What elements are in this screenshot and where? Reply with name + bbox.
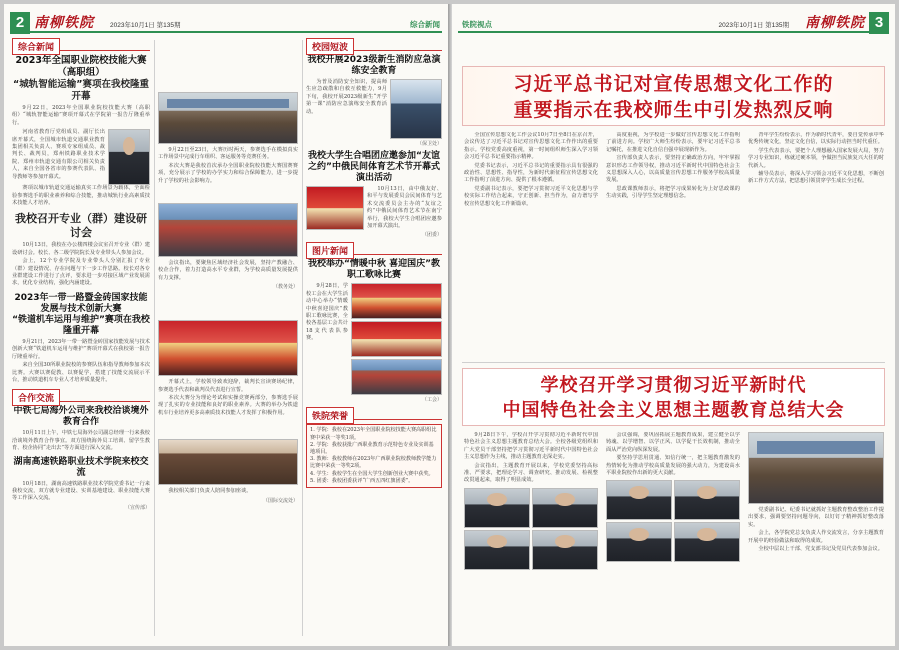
honor-item: 2. 学院：我校获批广西职业教育示范特色专业及实训基地项目。 bbox=[310, 441, 434, 456]
article-text: 赛项以城市轨道交通运输真实工作场景为载体，全面检验参赛选手的职业素养和综合技能，推动城轨行业高素质技术技能人才培养。 bbox=[12, 185, 150, 207]
photo-speaker bbox=[464, 488, 530, 528]
article-text: 会议强调，要巩固拓展主题教育成果，建立健全以学铸魂、以学增智、以学正风、以学促干长效机制，推动全面从严治党向纵深发展。 bbox=[606, 432, 740, 453]
article-text: 会议指出，要聚焦区域经济社会发展，坚持产教融合、校企合作，着力打造高水平专业群，为学校高质量发展提供有力支撑。 bbox=[158, 260, 298, 281]
photo-opening-ceremony bbox=[158, 92, 298, 144]
photo-cooperation-meeting bbox=[158, 439, 298, 485]
article-text: 河南省教育厅党组成员、副厅长出席开幕式，全国城市轨道交通职业教育集团相关负责人、赛项专家组成员、裁判长、裁判员，郑州铁路职业技术学院、郑州市轨道交通有限公司相关负责人，来自全国各省市的参赛代表队、指导教师等参加开幕式。 bbox=[12, 129, 105, 180]
article-text: 我校相关部门负责人陪同参加座谈。 bbox=[168, 488, 252, 495]
article-text: 青年学生纷纷表示，作为新时代青年，要自觉传承中华优秀传统文化，坚定文化自信，以实际行动担当时代重任。 bbox=[748, 132, 884, 146]
photo-singing-contest bbox=[351, 321, 442, 357]
column-divider bbox=[302, 40, 303, 636]
section-tag-news: 综合新闻 bbox=[12, 38, 60, 55]
honor-item: 4. 学生：我校学生在全国大学生创新创业大赛中获奖。 bbox=[310, 470, 434, 477]
article-text: 学生代表表示，要把个人理想融入国家发展大局，努力学习专业知识，练就过硬本领，争做担当民族复兴大任的时代新人。 bbox=[748, 147, 884, 169]
article-title: 我校举办“情暖中秋 喜迎国庆”教职工歌咏比赛 bbox=[308, 259, 440, 281]
article-text: 开幕式上，学校领导致欢迎辞，裁判长宣读赛场纪律，参赛选手代表和裁判员代表进行宣誓。 bbox=[158, 379, 298, 393]
photo-speaker bbox=[606, 522, 672, 562]
article-text: 党委副书记、纪委书记就抓好主题教育整改整治工作提出要求，强调要坚持问题导向，以钉钉子精神抓好整改落实。 bbox=[748, 507, 884, 528]
headline-banner-2 bbox=[462, 368, 885, 426]
byline: （宣传部） bbox=[124, 504, 150, 511]
left-page-logo: 南柳铁院 bbox=[34, 15, 94, 31]
article-text: 10月18日，湖南高速铁路职业技术学院党委书记一行来我校交流，双方就专业建设、实训基地建设、职业技能大赛等工作深入交流。 bbox=[12, 480, 150, 502]
section-tag-honors: 铁院荣誉 bbox=[306, 407, 354, 424]
photo-summary-meeting bbox=[748, 432, 884, 504]
photo-choir bbox=[306, 186, 364, 230]
article-text: 党委书记表示，习近平总书记的重要指示具有很强的政治性、思想性、指导性，为新时代新征程宣传思想文化工作指明了前进方向、提供了根本遵循。 bbox=[464, 162, 598, 184]
article-text: 会上，各学院党总支负责人作交流发言，分享主题教育开展中的经验做法和取得的成效。 bbox=[748, 530, 884, 544]
article-text: 全国宣传思想文化工作会议10月7日至8日在京召开，会议传达了习近平总书记对宣传思想文化工作作出的重要指示。学校党委高度重视，第一时间组织师生深入学习领会习近平总书记重要指示精神。 bbox=[464, 132, 598, 161]
article1-col-2 bbox=[606, 132, 740, 362]
article-title: 我校召开专业（群）建设研讨会 bbox=[15, 212, 147, 240]
left-page-date: 2023年10月1日 第135期 bbox=[110, 22, 181, 29]
byline: （保卫处） bbox=[416, 141, 442, 147]
headline-banner-1 bbox=[462, 66, 885, 126]
article-text: 9月22日至23日，大赛历时两天，参赛选手在模拟真实工作场景中完成行车组织、客运服务等竞赛任务。 bbox=[158, 147, 298, 161]
left-page-section: 综合新闻 bbox=[410, 20, 440, 29]
article-text: 10月13日，我校在办公楼四楼会议室召开专业（群）建设研讨会。校长、各二级学院院长及专业带头人参加会议。 bbox=[12, 242, 150, 256]
byline: （教务处） bbox=[272, 284, 298, 291]
article-text: 10月11日上午，中铁七局海外公司副总经理一行来我校洽谈境外教育合作事宜。双方围绕海外员工培训、留学生教育、校企协同“走出去”等方面进行深入交流。 bbox=[12, 430, 150, 452]
right-page-header bbox=[458, 12, 889, 34]
honor-item: 1. 学院：我校在2023年全国职业院校技能大赛高职组比赛中荣获一等奖1项。 bbox=[310, 427, 437, 441]
article-text: 10月13日，由中俄友好、和平与发展委员会民间体育与艺术交流委员会主办的“友谊之约”中俄民间体育艺术节在南宁举行，我校大学生合唱团应邀参加开幕式演出。 bbox=[367, 186, 442, 230]
section-bar bbox=[306, 38, 442, 51]
article-title: “铁道机车运用与维护”赛项在我校隆重开幕 bbox=[12, 314, 150, 336]
article-text: 9月21日，2023年一带一路暨金砖国家技能发展与技术创新大赛“铁道机车运用与维护”赛项开幕式在我校第一报告厅隆重举行。 bbox=[12, 338, 150, 360]
right-page-logo: 南柳铁院 bbox=[805, 15, 865, 31]
article2-col-1 bbox=[464, 432, 598, 642]
right-page-section: 铁院视点 bbox=[462, 20, 492, 29]
photo-competition bbox=[158, 320, 298, 376]
article-text: 9月28日，学校工会在大学生活动中心举办“情暖中秋喜迎国庆”教职工歌咏比赛，全校各基层工会共计18支代表队参赛。 bbox=[306, 283, 348, 342]
column-divider bbox=[154, 40, 155, 636]
photo-fire-drill bbox=[390, 79, 442, 139]
byline: （团委） bbox=[421, 232, 442, 239]
headline-line: 重要指示在我校师生中引发热烈反响 bbox=[513, 99, 834, 121]
left-page-header bbox=[10, 12, 442, 34]
article-text: 宣传部负责人表示，要坚持正确政治方向，牢牢掌握意识形态工作领导权，推动习近平新时代中国特色社会主义思想深入人心，以高质量宣传思想工作服务学校高质量发展。 bbox=[606, 155, 740, 184]
photo-speaker bbox=[532, 530, 598, 570]
left-header-rule bbox=[10, 31, 442, 33]
headline-line: 中国特色社会主义思想主题教育总结大会 bbox=[502, 400, 845, 421]
article-text: 为普及消防安全知识，提高师生应急疏散和自救互救能力，9月下旬，我校开展2023级新生“开学第一课”消防应急演练安全教育活动。 bbox=[306, 79, 387, 115]
article-text: 9月22日，2023年全国职业院校技能大赛（高职组）“城轨智能运输”赛项开幕式在学院第一报告厅隆重举行。 bbox=[12, 105, 150, 126]
section-tag-campus-brief: 校园短波 bbox=[306, 38, 354, 55]
byline: （国际交流处） bbox=[262, 497, 298, 504]
photo-speaker bbox=[532, 488, 598, 528]
left-page-number: 2 bbox=[10, 12, 30, 34]
article-text: 思政课教师表示，将把学习成果转化为上好思政课的生动实践，引导学生坚定理想信念。 bbox=[606, 185, 740, 200]
right-page-date: 2023年10月1日 第135期 bbox=[718, 22, 789, 29]
photo-singing-contest bbox=[351, 359, 442, 395]
section-bar bbox=[12, 38, 150, 51]
article-text: 会上，12个专业学院及专业带头人分别汇报了专业（群）建设情况、存在问题与下一步工作思路。校长对各专业群建设工作进行了点评，要求进一步对接区域产业发展需求，优化专业结构，强化内涵建设。 bbox=[12, 258, 150, 287]
article-divider bbox=[462, 362, 885, 363]
right-page-number: 3 bbox=[869, 12, 889, 34]
article-text: 本次大赛分为理论考试和实操竞赛两部分，参赛选手展现了扎实的专业技能和良好的职业素养。大赛的举办为铁道机车行业培养更多高素质技术技能人才发挥了积极作用。 bbox=[158, 395, 298, 416]
article-text: 来自全国30所职业院校的参赛队伍和指导教师参加本次比赛。大赛以赛促教、以赛促学，搭建了技能交流展示平台，推动铁道机车专业人才培养质量提升。 bbox=[12, 362, 150, 383]
section-bar bbox=[12, 389, 150, 405]
article-text: 全校中层以上干部、党支部书记及党员代表参加会议。 bbox=[758, 546, 883, 553]
article-text: 会议指出，主题教育开展以来，学校党委坚持高标准、严要求，把理论学习、调查研究、推动发展、检视整改贯通起来，取得了明显成效。 bbox=[464, 462, 598, 484]
article-text: 要坚持学思用贯通、知信行统一，把主题教育激发的热情转化为推动学校高质量发展的强大动力，为建设高水平职业院校作出新的更大贡献。 bbox=[606, 455, 740, 477]
honor-item: 3. 教师：我校教师在2023年广西职业院校教师教学能力比赛中荣获一等奖2项。 bbox=[310, 456, 437, 470]
article-title: 中铁七局海外公司来我校洽谈境外教育合作 bbox=[13, 406, 149, 428]
article-text: 辅导员表示，将深入学习领会习近平文化思想，不断创新工作方式方法，把思想引领贯穿学生成长全过程。 bbox=[748, 171, 884, 185]
photo-seminar bbox=[158, 203, 298, 257]
right-header-rule bbox=[458, 31, 889, 33]
left-col-3 bbox=[306, 38, 442, 640]
photo-singing-contest bbox=[351, 283, 442, 319]
section-tag-photo-news: 图片新闻 bbox=[306, 242, 354, 259]
photo-speaker bbox=[674, 480, 740, 520]
article-title: 2023年全国职业院校技能大赛（高职组） bbox=[15, 55, 147, 78]
article1-col-1 bbox=[464, 132, 598, 362]
article2-col-3 bbox=[748, 432, 884, 642]
section-bar bbox=[306, 407, 442, 423]
headline-line: 习近平总书记对宣传思想文化工作的 bbox=[513, 73, 834, 95]
article-text: 高度重视，为学校进一步做好宣传思想文化工作指明了前进方向。学校广大师生纷纷表示，要牢记习近平总书记嘱托，在推进文化自信自强中展现新作为。 bbox=[606, 132, 740, 153]
left-col-1 bbox=[12, 38, 150, 640]
photo-speaker bbox=[464, 530, 530, 570]
byline: （工会） bbox=[421, 397, 442, 404]
headline-line: 学校召开学习贯彻习近平新时代 bbox=[540, 375, 807, 396]
section-bar bbox=[306, 242, 442, 258]
photo-speaker bbox=[674, 522, 740, 562]
left-col-2 bbox=[158, 52, 298, 640]
photo-speaker bbox=[606, 480, 672, 520]
article2-col-2 bbox=[606, 432, 740, 642]
article-text: 9月28日下午，学校召开学习贯彻习近平新时代中国特色社会主义思想主题教育总结大会。全校各级党组织和广大党员干部坚持把学习贯彻习近平新时代中国特色社会主义思想作为主线，推动主题教育走深走实。 bbox=[464, 432, 598, 461]
article-title: “城轨智能运输”赛项在我校隆重开幕 bbox=[13, 79, 149, 102]
article-title: 我校大学生合唱团应邀参加“友谊之约”中俄民间体育艺术节开幕式演出活动 bbox=[308, 151, 440, 183]
honor-item: 5. 团委：我校团委获评“广西五四红旗团委”。 bbox=[310, 477, 414, 484]
article-text: 党委副书记表示，要把学习贯彻习近平文化思想与学校实际工作结合起来，守正创新、担当作为，奋力谱写学校宣传思想文化工作新篇章。 bbox=[464, 185, 598, 207]
photo-speaker bbox=[108, 129, 150, 185]
article-text: 本次大赛是我校首次承办全国职业院校技能大赛国赛赛项，充分展示了学校的办学实力和综合保障能力，进一步提升了学校的社会影响力。 bbox=[158, 162, 298, 184]
honors-box bbox=[306, 424, 442, 488]
left-page bbox=[4, 4, 448, 646]
article1-col-3 bbox=[748, 132, 884, 362]
article-title: 我校开展2023级新生消防应急演练安全教育 bbox=[307, 55, 441, 76]
article-title: 2023年一带一路暨金砖国家技能发展与技术创新大赛 bbox=[14, 292, 148, 314]
section-tag-cooperation: 合作交流 bbox=[12, 389, 60, 406]
right-page bbox=[452, 4, 895, 646]
article-title: 湖南高速铁路职业技术学院来校交流 bbox=[13, 456, 149, 478]
